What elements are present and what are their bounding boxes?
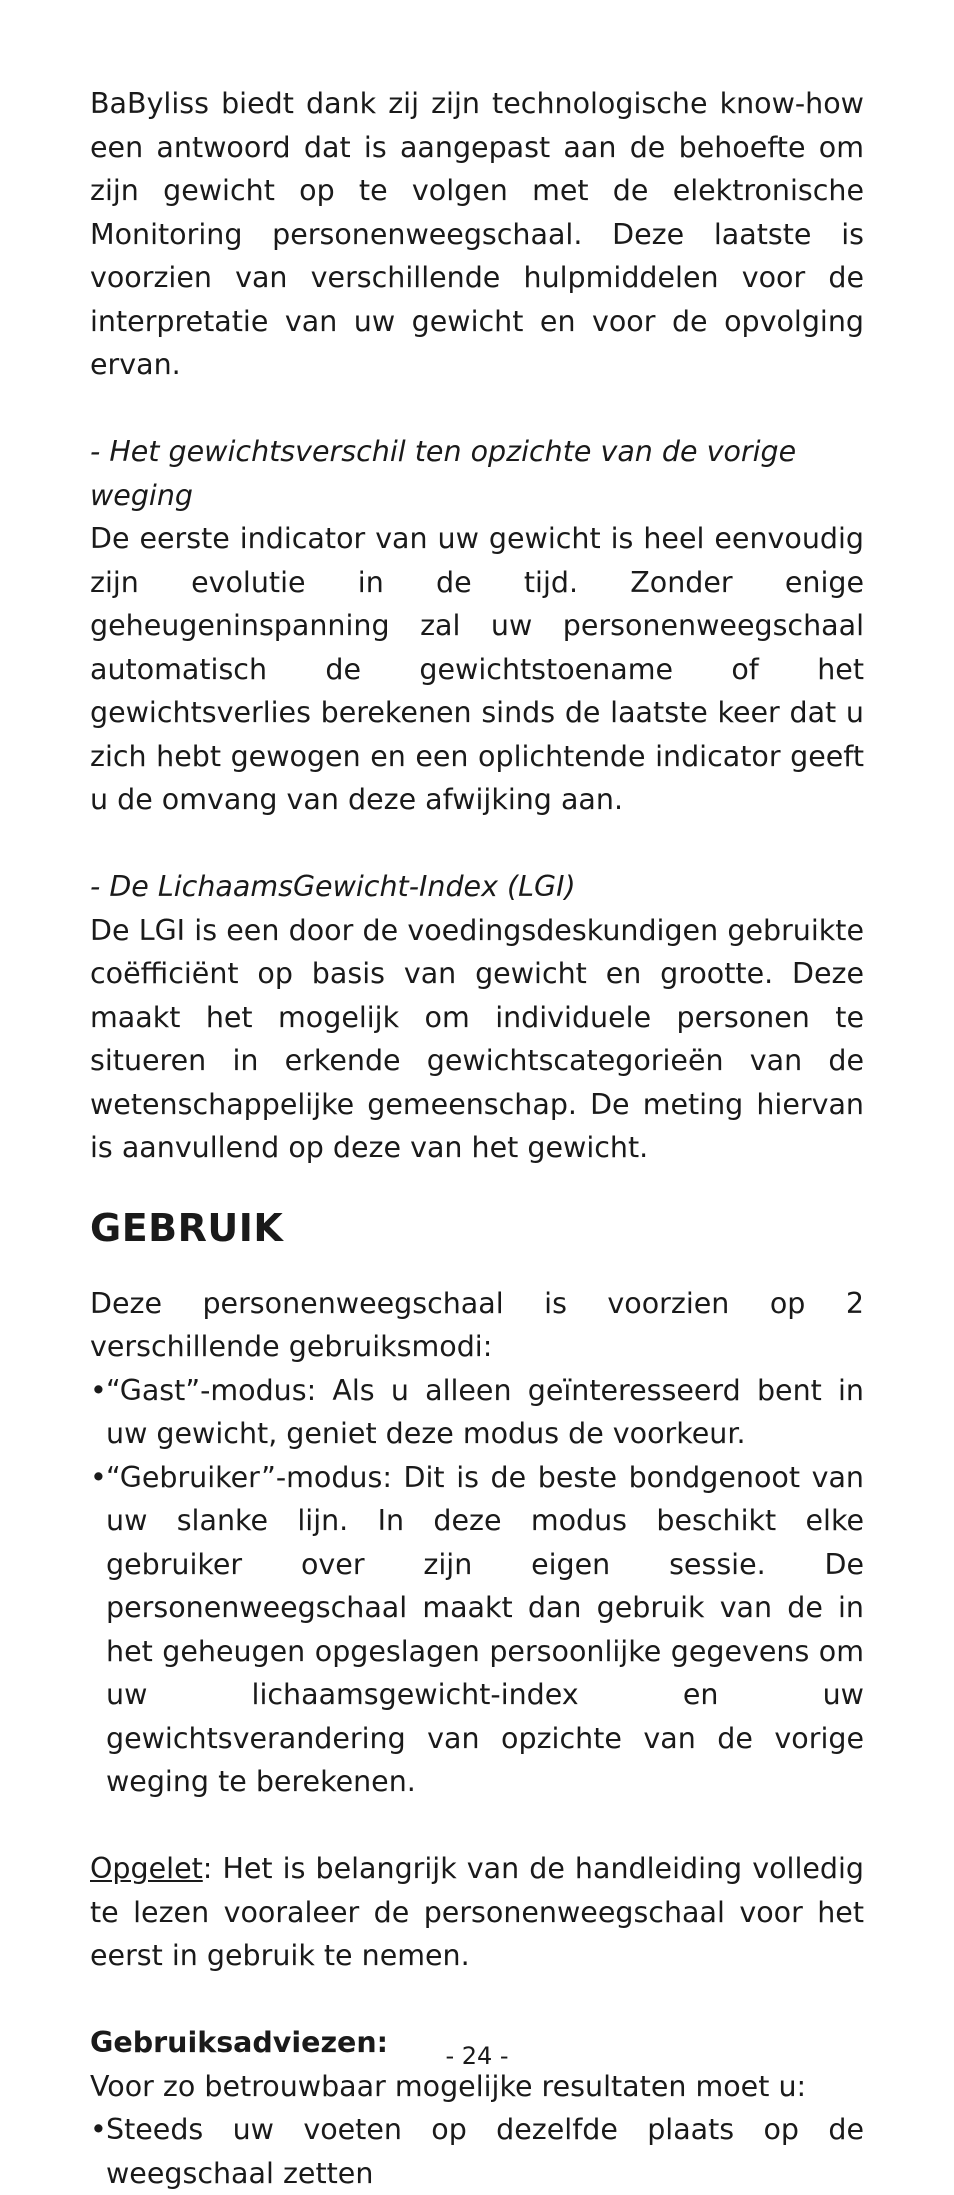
warning-text: : Het is belangrijk van de handleiding volledig te lezen vooraleer de personenweegschaal voor het eerst in gebruik te nemen.	[90, 1852, 864, 1972]
weight-difference-subheading: - Het gewichtsverschil ten opzichte van de vorige weging	[90, 435, 797, 512]
spacer	[90, 387, 864, 431]
spacer	[90, 822, 864, 866]
advice-heading: Gebruiksadviezen:	[90, 2026, 389, 2059]
warning-label: Opgelet	[90, 1852, 203, 1885]
spacer	[90, 1978, 864, 2022]
usage-mode-user: • “Gebruiker”-modus: Dit is de beste bondgenoot van uw slanke lijn. In deze modus beschikt elke gebruiker over zijn eigen sessie. De personenweegschaal maakt dan gebruik van de in het geheugen opgeslagen persoonlijke gegevens om uw lichaamsgewicht-index en uw gewichtsverandering van opzichte van de vorige weging te berekenen.	[90, 1456, 864, 1804]
advice-list	[90, 2108, 864, 2195]
advice-intro: Voor zo betrouwbaar mogelijke resultaten moet u:	[90, 2069, 807, 2103]
usage-modes-list	[90, 1369, 864, 1804]
warning-paragraph	[90, 1847, 864, 1978]
advice-item: • Steeds uw voeten op dezelfde plaats op de weegschaal zetten	[90, 2108, 864, 2195]
intro-paragraph: BaByliss biedt dank zij zijn technologische know-how een antwoord dat is aangepast aan de behoefte om zijn gewicht op te volgen met de elektronische Monitoring personenweegschaal. Deze laatste is voorzien van verschillende hulpmiddelen voor de interpretatie van uw gewicht en voor de opvolging ervan.	[90, 87, 864, 381]
bmi-paragraph: De LGI is een door de voedingsdeskundigen gebruikte coëfficiënt op basis van gewicht en grootte. Deze maakt het mogelijk om individuele personen te situeren in erkende gewichtscategorieën van de wetenschappelijke gemeenschap. De meting hiervan is aanvullend op deze van het gewicht.	[90, 913, 864, 1164]
usage-intro: Deze personenweegschaal is voorzien op 2 verschillende gebruiksmodi:	[90, 1286, 864, 1363]
weight-difference-paragraph: De eerste indicator van uw gewicht is heel eenvoudig zijn evolutie in de tijd. Zonder enige geheugeninspanning zal uw personenweegschaal automatisch de gewichtstoename of het gewichtsverlies berekenen sinds de laatste keer dat u zich hebt gewogen en een oplichtende indicator geeft u de omvang van deze afwijking aan.	[90, 522, 864, 816]
manual-page-content	[90, 82, 864, 2195]
usage-mode-guest: • “Gast”-modus: Als u alleen geïnteresseerd bent in uw gewicht, geniet deze modus de voorkeur.	[90, 1369, 864, 1456]
page-number: - 24 -	[445, 2042, 509, 2070]
usage-heading: GEBRUIK	[90, 1205, 284, 1250]
spacer	[90, 1804, 864, 1848]
bmi-subheading: - De LichaamsGewicht-Index (LGI)	[90, 870, 576, 903]
